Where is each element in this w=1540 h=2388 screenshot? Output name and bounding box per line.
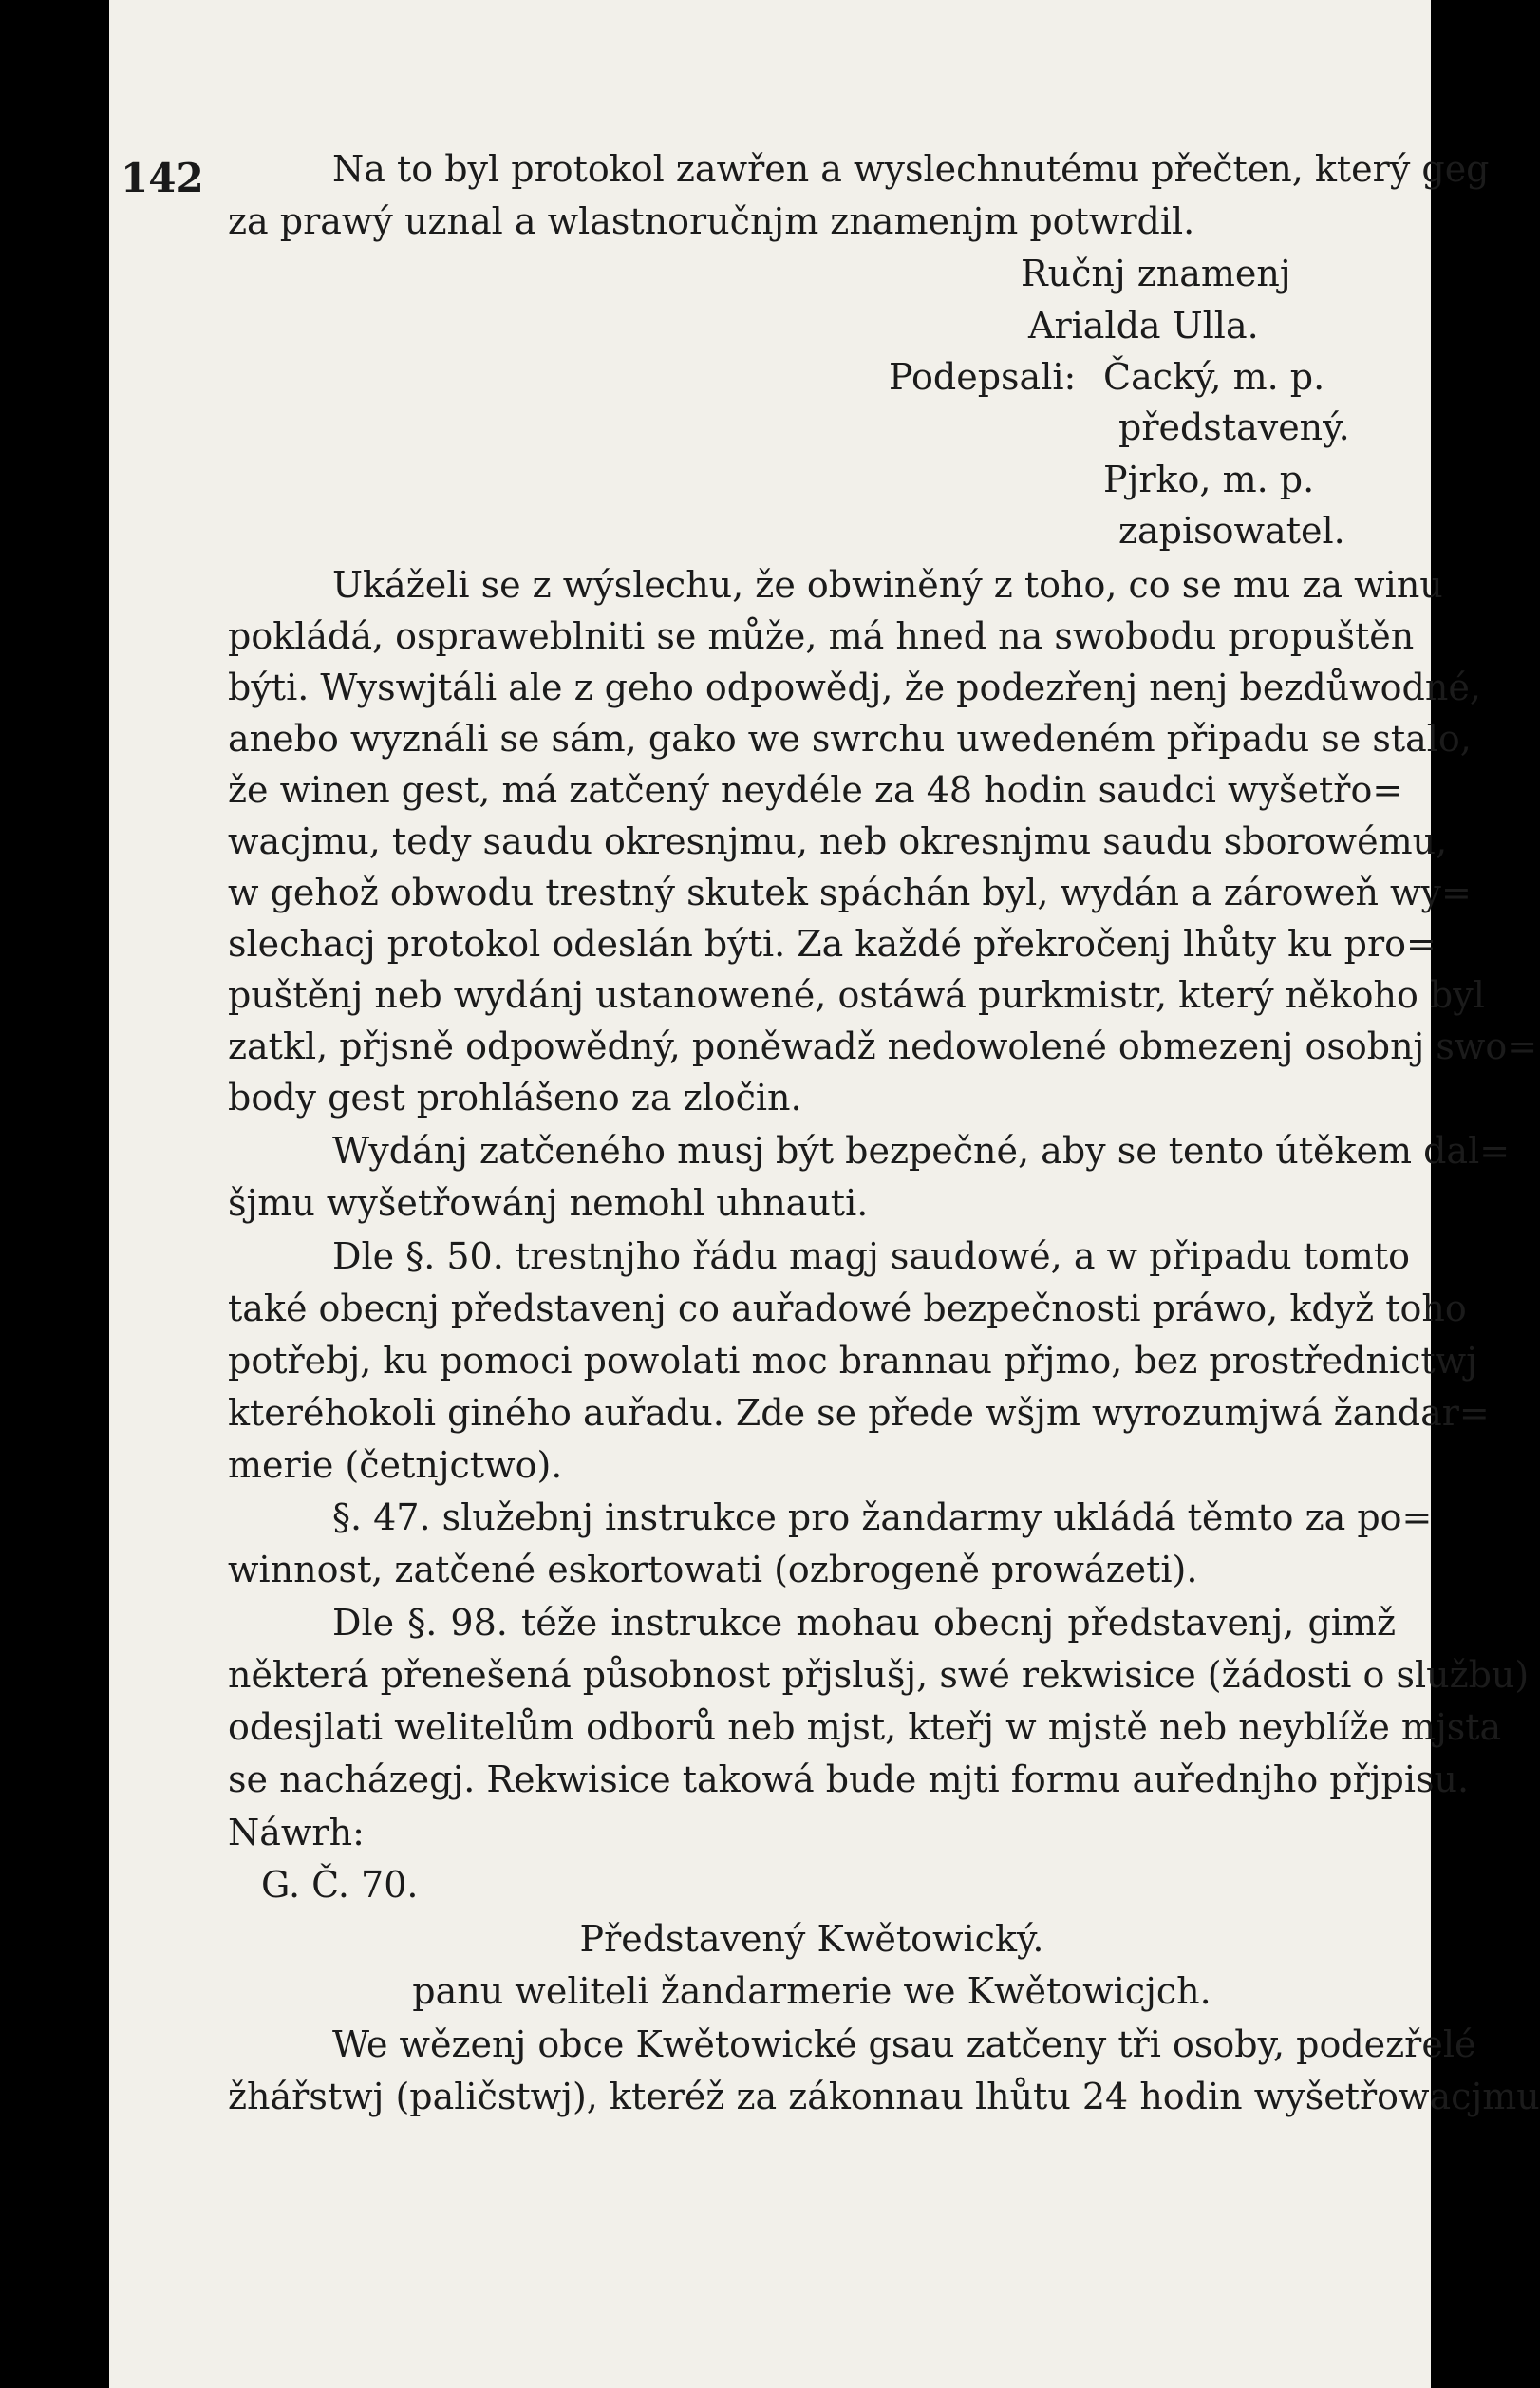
letter-heading: Představený Kwětowický. [579,1918,1044,1960]
page-number: 142 [121,155,204,201]
text-line: §. 47. služebnj instrukce pro žandarmy ukládá těmto za po= [332,1496,1433,1538]
text-line: Ukáželi se z wýslechu, že obwiněný z toho, co se mu za winu [332,564,1443,606]
signed-label: Podepsali: [889,356,1077,398]
text-line: se nacházegj. Rekwisice takowá bude mjti formu auřednjho přjpisu. [228,1758,1470,1800]
signature-name: Arialda Ulla. [1028,305,1259,347]
text-line: Wydánj zatčeného musj být bezpečné, aby se tento útěkem dal= [332,1130,1511,1172]
text-line: winnost, zatčené eskortowati (ozbrogeně prowázeti). [228,1549,1198,1590]
signer-2-role: zapisowatel. [1118,510,1345,552]
text-line: body gest prohlášeno za zločin. [228,1077,802,1119]
proposal-label: Náwrh: [228,1812,365,1853]
text-line: w gehož obwodu trestný skutek spáchán byl, wydán a zároweň wy= [228,872,1472,913]
text-line: wacjmu, tedy saudu okresnjmu, neb okresnjmu saudu sborowému, [228,820,1448,862]
text-line: žhářstwj (paličstwj), kteréž za zákonnau lhůtu 24 hodin wyšetřowacjmu [228,2076,1540,2117]
text-line: býti. Wyswjtáli ale z geho odpowědj, že podezřenj nenj bezdůwodné, [228,667,1481,708]
text-line: zatkl, přjsně odpowědný, poněwadž nedowolené obmezenj osobnj swo= [228,1025,1538,1067]
letter-addressee: panu weliteli žandarmerie we Kwětowicjch. [412,1970,1211,2012]
reference-number: G. Č. 70. [261,1864,419,1906]
signer-1-role: představený. [1118,406,1350,448]
text-line: Na to byl protokol zawřen a wyslechnutému přečten, který geg [332,148,1490,190]
text-line: Dle §. 50. trestnjho řádu magj saudowé, a w připadu tomto [332,1235,1410,1277]
text-line: za prawý uznal a wlastnoručnjm znamenjm potwrdil. [228,200,1195,242]
text-line: anebo wyználi se sám, gako we swrchu uwedeném připadu se stalo, [228,718,1472,760]
text-line: také obecnj představenj co auřadowé bezpečnosti práwo, když toho [228,1288,1467,1329]
text-line: šjmu wyšetřowánj nemohl uhnauti. [228,1182,869,1224]
signature-manual-mark: Ručnj znamenj [1021,253,1291,294]
text-line: We wězenj obce Kwětowické gsau zatčeny tři osoby, podezřelé [332,2023,1476,2065]
text-line: puštěnj neb wydánj ustanowené, ostáwá purkmistr, který někoho byl [228,974,1485,1016]
text-line: pokládá, ospraweblniti se může, má hned na swobodu propuštěn [228,615,1415,657]
text-line: odesjlati welitelům odborů neb mjst, kteřj w mjstě neb neyblíže mjsta [228,1706,1502,1748]
text-line: merie (četnjctwo). [228,1444,563,1486]
text-line: slechacj protokol odeslán býti. Za každé překročenj lhůty ku pro= [228,923,1437,965]
text-line: že winen gest, má zatčený neydéle za 48 hodin saudci wyšetřo= [228,769,1403,811]
text-line: Dle §. 98. téže instrukce mohau obecnj představenj, gimž [332,1602,1396,1644]
signer-1: Čacký, m. p. [1103,356,1325,398]
signer-2: Pjrko, m. p. [1103,459,1315,500]
text-line: potřebj, ku pomoci powolati moc brannau přjmo, bez prostřednictwj [228,1340,1477,1382]
text-line: některá přenešená působnost přjslušj, swé rekwisice (žádosti o službu) [228,1654,1530,1696]
text-line: kteréhokoli giného auřadu. Zde se přede wšjm wyrozumjwá žandar= [228,1392,1490,1434]
